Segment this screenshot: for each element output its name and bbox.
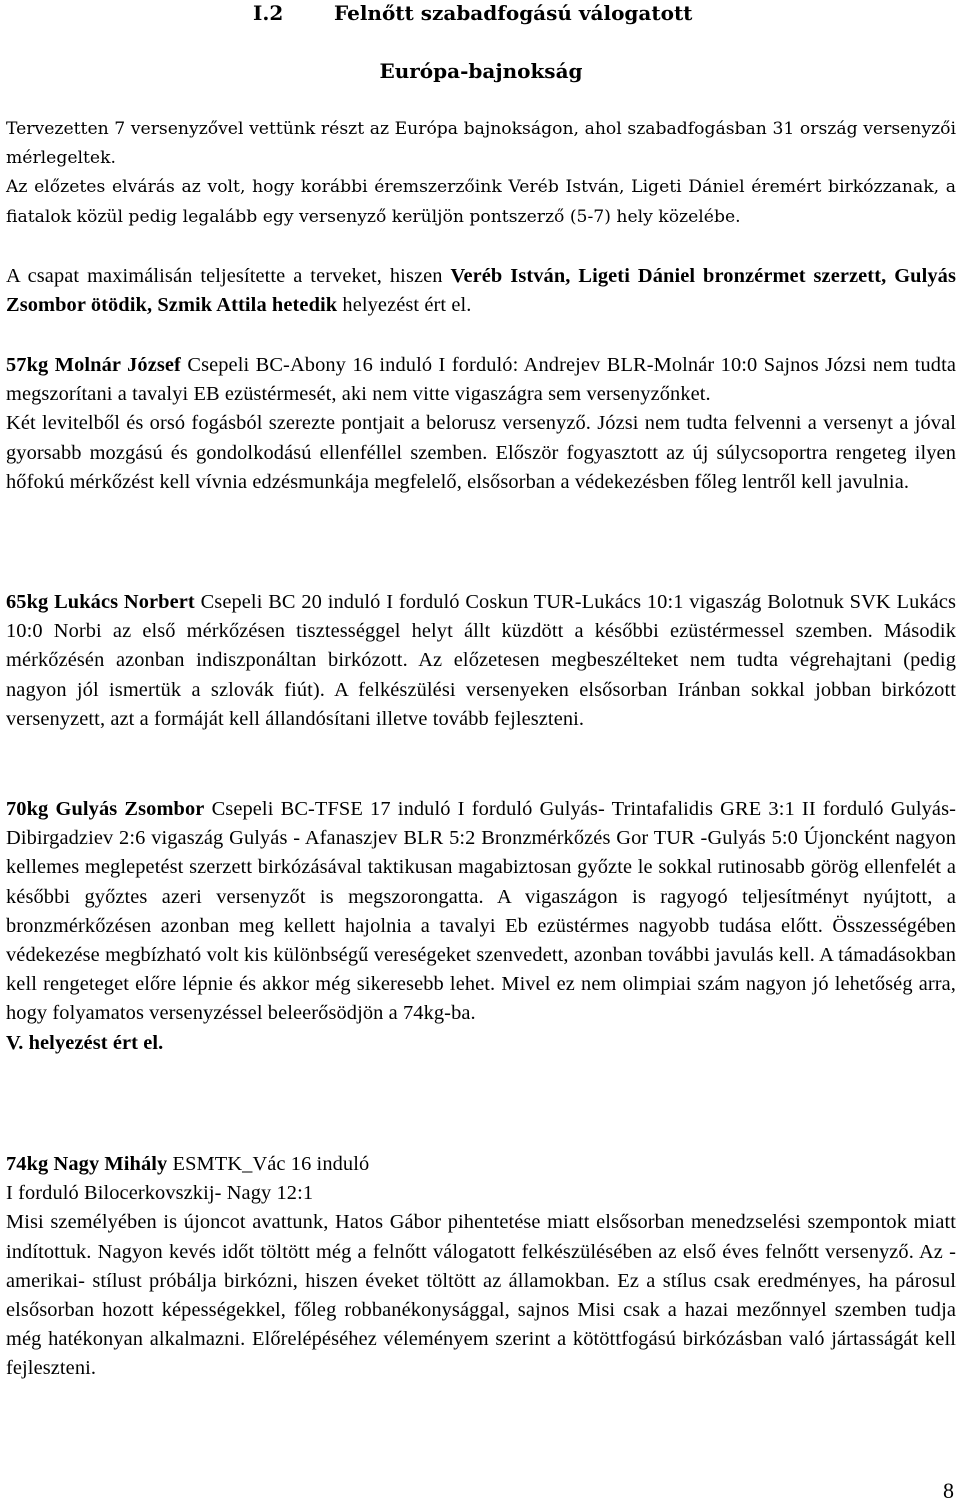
intro-highlight: Veréb István, Ligeti Dániel bronzérmet szerzett, Gulyás Zsombor ötödik, Szmik Attila hetedik xyxy=(6,265,956,317)
section-74kg-round: I forduló Bilocerkovszkij- Nagy 12:1 xyxy=(6,1182,314,1205)
intro-text: A csapat maximálisán teljesítette a terveket, hiszen xyxy=(6,265,451,287)
section-57kg-paragraph xyxy=(6,351,956,409)
intro-block xyxy=(6,115,956,232)
section-number: I.2 xyxy=(253,1,284,25)
section-74kg xyxy=(6,1150,956,1384)
section-70kg-result: V. helyezést ért el. xyxy=(6,1031,164,1054)
section-subtitle: Európa-bajnokság xyxy=(379,59,583,83)
section-title: Felnőtt szabadfogású válogatott xyxy=(334,1,693,25)
section-65kg xyxy=(6,588,956,734)
section-70kg-paragraph xyxy=(6,795,956,1029)
section-65kg-title: 65kg Lukács Norbert xyxy=(6,591,195,613)
intro-paragraph-2: Az előzetes elvárás az volt, hogy korábbi éremszerzőink Veréb István, Ligeti Dániel éremért birkózzanak, a fiatalok közül pedig legalább egy versenyző kerüljön pontszerző (5-7) hely közelébe. xyxy=(6,177,956,227)
section-70kg xyxy=(6,795,956,1058)
section-65kg-text: Csepeli BC 20 induló I forduló Coskun TUR-Lukács 10:1 vigaszág Bolotnuk SVK Lukács 10:0 Norbi az első mérkőzésen tisztességgel helyt állt küzdött a későbbi ezüstérmessel szemben. Második mérkőzésén azonban indiszponáltan birkózott. Az előzetesen megbeszélteket nem tudta végrehajtani (pedig nagyon jól ismertük a szlovák fiút). A felkészülési versenyeken elsősorban Iránban sokkal jobban birkózott versenyzett, azt a formáját kell állandósítani illetve tovább fejleszteni. xyxy=(6,591,957,730)
section-70kg-text: Csepeli BC-TFSE 17 induló I forduló Gulyás- Trintafalidis GRE 3:1 II forduló Gulyás- Dibirgadziev 2:6 vigaszág Gulyás - Afanaszjev BLR 5:2 Bronzmérkőzés Gor TUR -Gulyás 5:0 Újoncként nagyon kellemes meglepetést szerzett birkózásával taktikusan magabiztosan győzte le sokkal rutinosabb görög ellenfelét a későbbi győztes azeri versenyzőt is megszorongatta. A vigaszágon is ragyogó teljesítményt nyújtott, a bronzmérkőzésen azonban meg kellett hajolnia a tavalyi Eb ezüstérmes nagyobb tudása előtt. Összességében védekezése megbízható volt kis különbségű vereségeket szenvedett, azonban további javulás kell. A támadásokban kell rengeteget előre lépnie és akkor még sikeresebb lehet. Mivel ez nem olimpiai szám nagyon jó lehetőség arra, hogy folyamatos versenyzéssel beleerősödjön a 74kg-ba. xyxy=(6,798,957,1025)
section-57kg-text: Csepeli BC-Abony 16 induló I forduló: Andrejev BLR-Molnár 10:0 Sajnos Józsi nem tudta megszorítani a tavalyi EB ezüstérmesét, aki nem vitte vigaszágra sem versenyzőnket. xyxy=(6,354,956,406)
intro-result-block xyxy=(6,262,956,320)
page-number: 8 xyxy=(943,1478,954,1503)
section-57kg xyxy=(6,351,956,497)
section-70kg-title: 70kg Gulyás Zsombor xyxy=(6,798,205,820)
section-74kg-paragraph: Misi személyében is újoncot avattunk, Hatos Gábor pihentetése miatt elsősorban menedzselési szempontok miatt indítottuk. Nagyon kevés időt töltött még a felnőtt válogatott felkészülésében az első éves felnőtt versenyző. Az -amerikai- stílust próbálja birkózni, hiszen éveket töltött az államokban. Ez a stílus csak eredményes, ha párosul elsősorban hozott képességekkel, főleg robbanékonysággal, sajnos Misi csak a hazai mezőnnyel szemben tudja még hatékonyan alkalmazni. Előrelépéséhez véleményem szerint a kötöttfogású birkózásban való jártasságát kell fejleszteni. xyxy=(6,1211,956,1380)
intro-paragraph-1: Tervezetten 7 versenyzővel vettünk részt az Európa bajnokságon, ahol szabadfogásban 31 ország versenyzői mérlegeltek. xyxy=(6,119,956,169)
section-74kg-heading xyxy=(6,1150,956,1179)
section-74kg-title: 74kg Nagy Mihály xyxy=(6,1153,168,1175)
section-65kg-paragraph xyxy=(6,588,956,734)
intro-paragraph-3 xyxy=(6,262,956,320)
intro-text-end: helyezést ért el. xyxy=(337,294,472,317)
section-57kg-paragraph-2: Két levitelből és orsó fogásból szerezte pontjait a belorusz versenyző. Józsi nem tudta felvenni a versenyt a jóval gyorsabb mozgású és gondolkodású ellenféllel szemben. Először fogyasztott az új súlycsoportra rengeteg ilyen hőfokú mérkőzést kell vívnia edzésmunkája megfelelő, elsősorban a védekezésben főleg lentről kell javulnia. xyxy=(6,412,956,493)
section-57kg-title: 57kg Molnár József xyxy=(6,354,181,376)
section-74kg-subtitle: ESMTK_Vác 16 induló xyxy=(167,1153,370,1175)
